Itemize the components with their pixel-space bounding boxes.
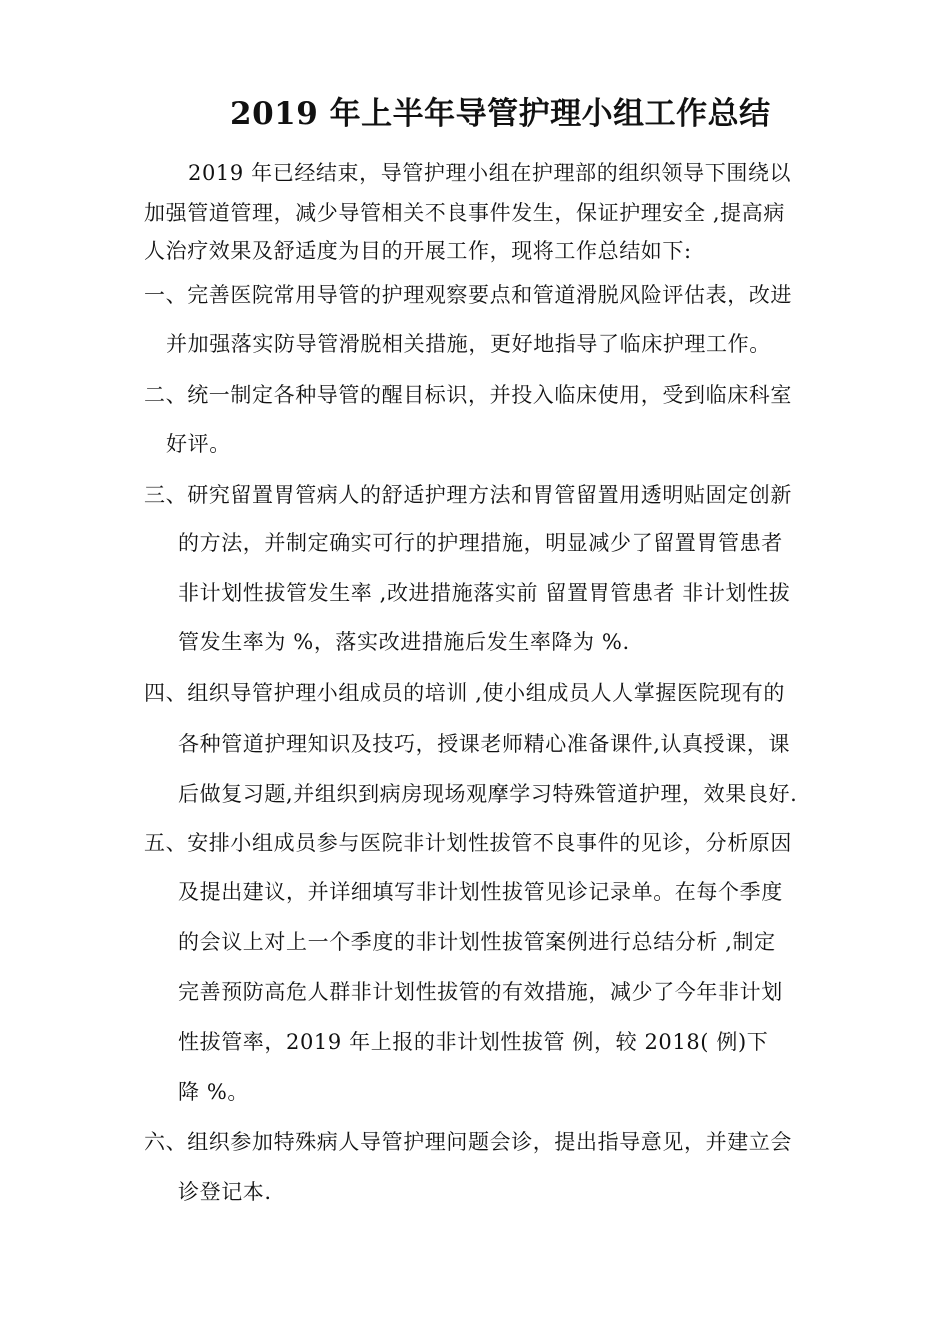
list-item-line: 并加强落实防导管滑脱相关措施，更好地指导了临床护理工作。 (166, 332, 771, 356)
intro-line: 加强管道管理，减少导管相关不良事件发生，保证护理安全 ,提高病 (144, 201, 785, 225)
list-item-line: 管发生率为 %，落实改进措施后发生率降为 %. (178, 630, 630, 654)
list-item-line: 后做复习题,并组织到病房现场观摩学习特殊管道护理，效果良好. (178, 782, 798, 806)
list-item-line: 各种管道护理知识及技巧，授课老师精心准备课件,认真授课，课 (178, 732, 791, 756)
intro-line: 人治疗效果及舒适度为目的开展工作，现将工作总结如下: (144, 239, 692, 263)
list-item-line: 四、组织导管护理小组成员的培训 ,使小组成员人人掌握医院现有的 (144, 681, 785, 705)
list-item-line: 性拔管率，2019 年上报的非计划性拔管 例，较 2018( 例)下 (178, 1030, 769, 1054)
list-item-line: 完善预防高危人群非计划性拔管的有效措施，减少了今年非计划 (178, 980, 783, 1004)
list-item-line: 及提出建议，并详细填写非计划性拔管见诊记录单。在每个季度 (178, 880, 783, 904)
list-item-line: 的会议上对上一个季度的非计划性拔管案例进行总结分析 ,制定 (178, 930, 776, 954)
list-item-line: 一、完善医院常用导管的护理观察要点和管道滑脱风险评估表，改进 (144, 283, 792, 307)
list-item-line: 的方法，并制定确实可行的护理措施，明显减少了留置胃管患者 (178, 531, 783, 555)
list-item-line: 好评。 (166, 432, 231, 456)
list-item-line: 五、安排小组成员参与医院非计划性拔管不良事件的见诊，分析原因 (144, 831, 792, 855)
list-item-line: 诊登记本. (178, 1180, 272, 1204)
list-item-line: 三、研究留置胃管病人的舒适护理方法和胃管留置用透明贴固定创新 (144, 483, 792, 507)
list-item-line: 六、组织参加特殊病人导管护理问题会诊，提出指导意见，并建立会 (144, 1130, 792, 1154)
list-item-line: 非计划性拔管发生率 ,改进措施落实前 留置胃管患者 非计划性拔 (178, 581, 791, 605)
document-title: 2019 年上半年导管护理小组工作总结 (230, 96, 771, 132)
list-item-line: 二、统一制定各种导管的醒目标识，并投入临床使用，受到临床科室 (144, 383, 792, 407)
intro-line: 2019 年已经结束，导管护理小组在护理部的组织领导下围绕以 (188, 161, 792, 185)
list-item-line: 降 %。 (178, 1080, 250, 1104)
